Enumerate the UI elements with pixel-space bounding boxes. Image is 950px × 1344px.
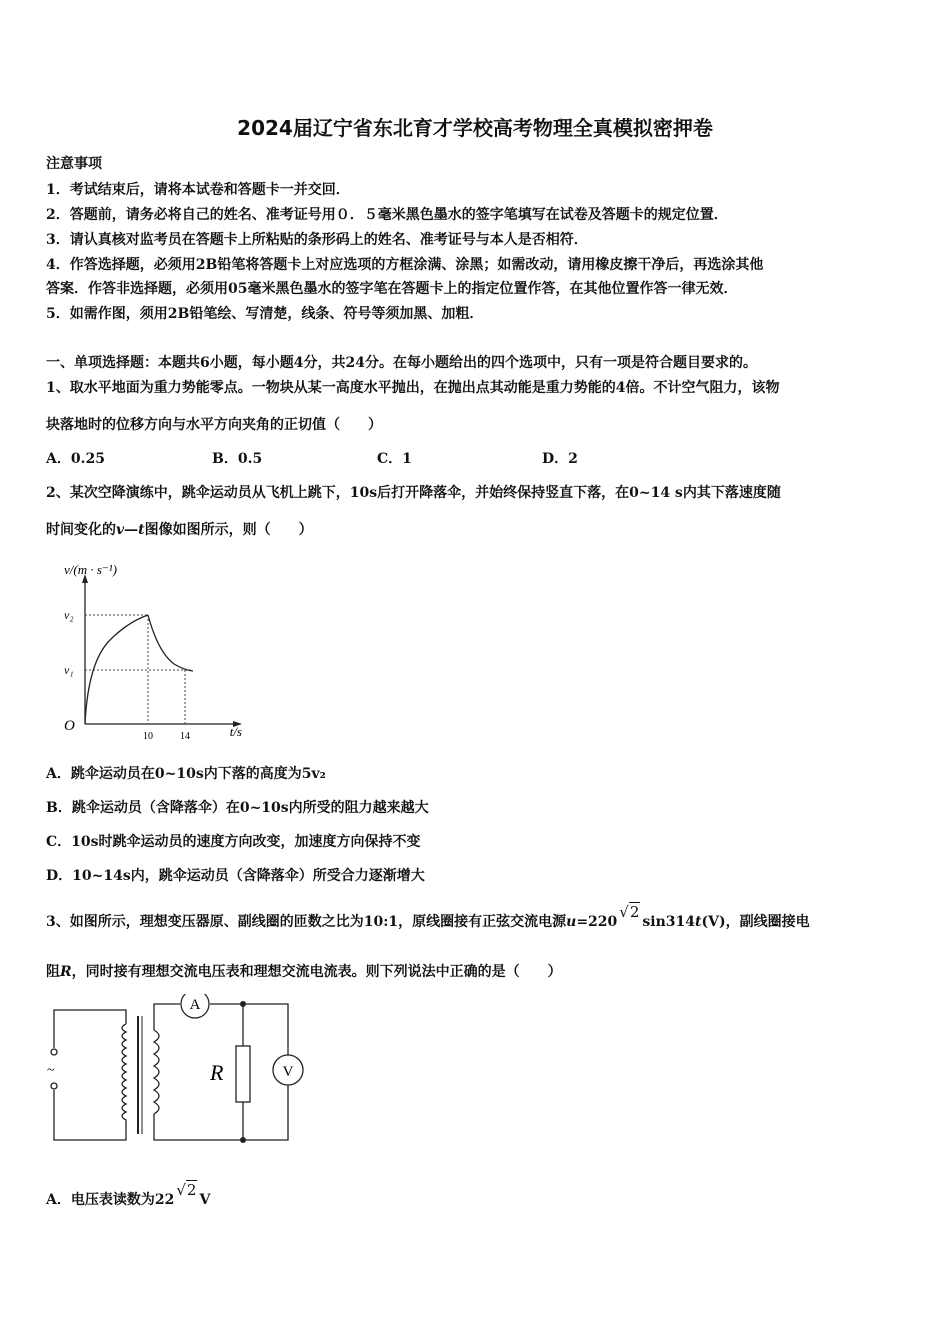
- source-terminal-top: [51, 1049, 57, 1055]
- q2-text: 图像如图所示，则（ ）: [144, 522, 313, 538]
- notice-item: 5．如需作图，须用2B铅笔绘、写清楚，线条、符号等须加黑、加粗．: [46, 306, 484, 322]
- q3-text: 阻: [46, 964, 60, 980]
- notice-heading: 注意事项: [46, 156, 102, 172]
- sqrt-radicand: 2: [629, 903, 640, 921]
- graph-tick-10: 10: [143, 731, 153, 742]
- q2-text: 时间变化的: [46, 522, 116, 538]
- q2-vt-var: v—t: [116, 522, 145, 538]
- q3-stem-line2: [46, 961, 562, 981]
- q2-option-b: B．跳伞运动员（含降落伞）在0~10s内所受的阻力越来越大: [46, 800, 429, 816]
- q3-var-u: u: [566, 914, 577, 930]
- q2-option-c: C．10s时跳伞运动员的速度方向改变，加速度方向保持不变: [46, 834, 421, 850]
- section-heading: 一、单项选择题：本题共6小题，每小题4分，共24分。在每小题给出的四个选项中，只有一项是符合题目要求的。: [46, 355, 757, 371]
- q1-stem-line1: 1、取水平地面为重力势能零点。一物块从某一高度水平抛出，在抛出点其动能是重力势能的4倍。不计空气阻力，该物: [46, 380, 780, 396]
- q2-vt-graph: [50, 552, 250, 747]
- notice-item: 1．考试结束后，请将本试卷和答题卡一并交回．: [46, 182, 350, 198]
- q3-option-a-text: A．电压表读数为22: [46, 1192, 175, 1208]
- junction-node-bottom: [240, 1137, 246, 1143]
- page-title: 2024届辽宁省东北育才学校高考物理全真模拟密押卷: [237, 116, 713, 140]
- resistor-label: R: [210, 1060, 224, 1085]
- q1-options: [46, 448, 646, 468]
- ac-source-symbol: ~: [47, 1063, 55, 1078]
- q3-circuit-diagram: [38, 994, 308, 1150]
- q3-var-r: R: [60, 964, 72, 980]
- graph-v2-label: v₂: [64, 608, 74, 622]
- q2-option-a: A．跳伞运动员在0~10s内下落的高度为5v₂: [46, 766, 326, 782]
- notice-item: 3．请认真核对监考员在答题卡上所粘贴的条形码上的姓名、准考证号与本人是否相符．: [46, 232, 588, 248]
- q3-text: sin314: [642, 914, 696, 930]
- q1-option-a: A．0.25: [46, 451, 105, 467]
- sqrt-radicand: 2: [186, 1181, 197, 1199]
- q2-option-d: D．10~14s内，跳伞运动员（含降落伞）所受合力逐渐增大: [46, 868, 425, 884]
- graph-origin: O: [64, 718, 75, 734]
- q3-var-t: t: [695, 914, 702, 930]
- notice-item: 4．作答选择题，必须用2B铅笔将答题卡上对应选项的方框涂满、涂黑；如需改动，请用橡皮擦干净后，再选涂其他: [46, 257, 764, 273]
- graph-y-label: v/(m · s⁻¹): [64, 562, 117, 577]
- q3-text: ，同时接有理想交流电压表和理想交流电流表。则下列说法中正确的是（ ）: [71, 964, 562, 980]
- q1-option-b: B．0.5: [212, 451, 263, 467]
- voltmeter-label: V: [282, 1064, 294, 1080]
- q3-stem-line1: [46, 903, 810, 931]
- q2-stem-line1: 2、某次空降演练中，跳伞运动员从飞机上跳下，10s后打开降落伞，并始终保持竖直下落，在0~14 s内其下落速度随: [46, 485, 781, 501]
- graph-v1-label: v₁: [64, 663, 74, 677]
- graph-x-label: t/s: [229, 724, 242, 739]
- q3-text: (V)，副线圈接电: [701, 914, 810, 930]
- q1-option-c: C．1: [377, 451, 412, 467]
- notice-item: 2．答题前，请务必将自己的姓名、准考证号用０．５毫米黑色墨水的签字笔填写在试卷及答题卡的规定位置．: [46, 207, 728, 223]
- junction-node-top: [240, 1001, 246, 1007]
- q1-option-d: D．2: [542, 451, 578, 467]
- sqrt-symbol: √2: [619, 903, 640, 921]
- q3-option-a: [46, 1181, 211, 1209]
- source-terminal-bottom: [51, 1083, 57, 1089]
- ammeter-label: A: [189, 997, 201, 1013]
- q3-option-a-unit: V: [199, 1192, 211, 1208]
- q3-text: 3、如图所示，理想变压器原、副线圈的匝数之比为10:1，原线圈接有正弦交流电源: [46, 914, 567, 930]
- q2-stem-line2: [46, 519, 313, 539]
- q1-stem-line2: 块落地时的位移方向与水平方向夹角的正切值（ ）: [46, 417, 382, 433]
- sqrt-symbol: √2: [176, 1181, 197, 1199]
- q3-text: =220: [576, 914, 618, 930]
- velocity-curve-fall: [148, 615, 193, 671]
- graph-tick-14: 14: [180, 731, 190, 742]
- notice-item: 答案．作答非选择题，必须用05毫米黑色墨水的签字笔在答题卡上的指定位置作答，在其他位置作答一律无效．: [46, 281, 738, 297]
